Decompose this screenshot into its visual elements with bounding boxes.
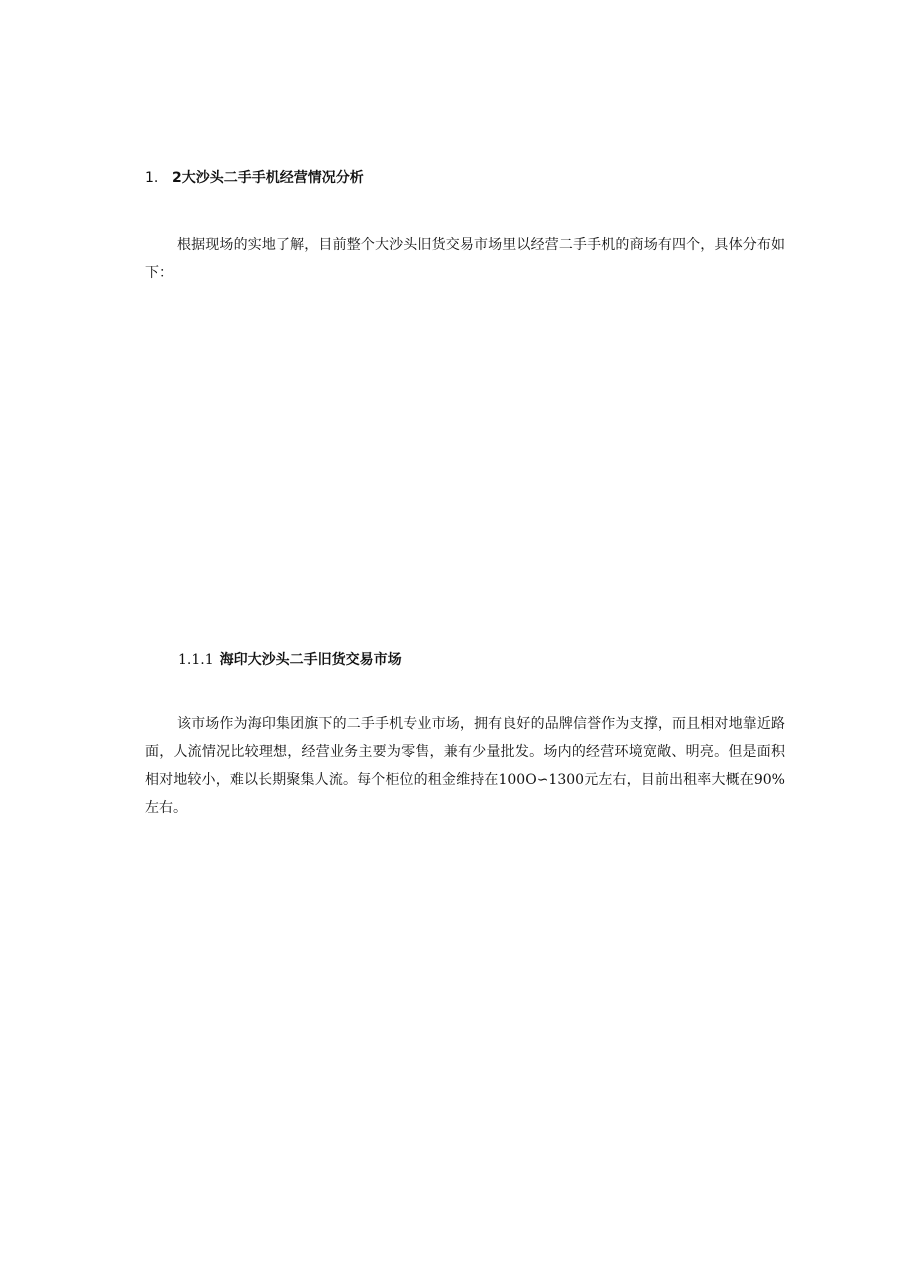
section-heading-1-1-1 [178, 650, 402, 670]
section-paragraph-1-2: 根据现场的实地了解，目前整个大沙头旧货交易市场里以经营二手手机的商场有四个，具体分布如下： [145, 237, 785, 281]
subsection-number: 1.1.1 [178, 652, 214, 668]
subsection-title: 海印大沙头二手旧货交易市场 [219, 652, 402, 668]
section-paragraph-1-1-1: 该市场作为海印集团旗下的二手手机专业市场，拥有良好的品牌信誉作为支撑，而且相对地靠近路面，人流情况比较理想，经营业务主要为零售，兼有少量批发。场内的经营环境宽敞、明亮。但是面积相对地较小，难以长期聚集人流。每个柜位的租金维持在100O∽1300元左右，目前出租率大概在90%左右。 [145, 716, 785, 816]
section-number: 1. [145, 170, 159, 186]
section-title: 2大沙头二手手机经营情况分析 [172, 170, 364, 186]
section-heading-1-2 [145, 168, 364, 188]
